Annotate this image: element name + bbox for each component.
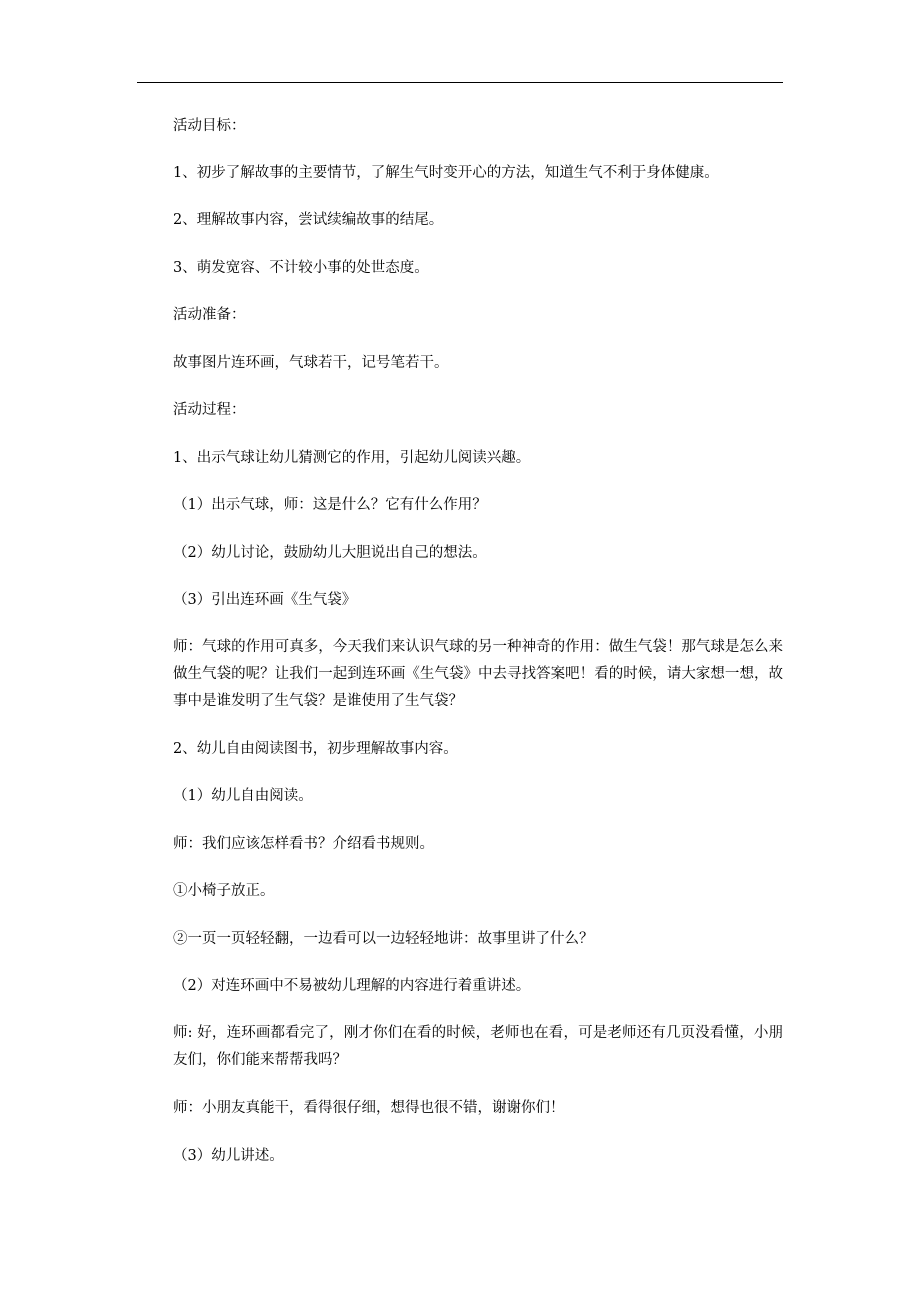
process-step-1-sub-2: （2）幼儿讨论，鼓励幼儿大胆说出自己的想法。 xyxy=(173,545,487,561)
goal-item-1: 1、初步了解故事的主要情节，了解生气时变开心的方法，知道生气不利于身体健康。 xyxy=(173,165,719,181)
heading-activity-prep: 活动准备： xyxy=(173,307,246,323)
process-step-2-sub-1: （1）幼儿自由阅读。 xyxy=(173,788,313,804)
header-rule xyxy=(137,82,783,83)
heading-activity-goals: 活动目标： xyxy=(173,118,246,134)
teacher-help-request: 师: 好，连环画都看完了，刚才你们在看的时候，老师也在看，可是老师还有几页没看懂，小朋友们，你们能来帮帮我吗？ xyxy=(173,1025,783,1068)
teacher-reading-rules: 师：我们应该怎样看书？介绍看书规则。 xyxy=(173,836,434,852)
goal-item-2: 2、理解故事内容，尝试续编故事的结尾。 xyxy=(173,212,444,228)
teacher-praise: 师：小朋友真能干，看得很仔细，想得也很不错，谢谢你们！ xyxy=(173,1100,565,1116)
process-step-2-sub-2: （2）对连环画中不易被幼儿理解的内容进行着重讲述。 xyxy=(173,978,531,994)
process-step-2-sub-3: （3）幼儿讲述。 xyxy=(173,1148,284,1164)
teacher-intro-paragraph: 师：气球的作用可真多，今天我们来认识气球的另一种神奇的作用：做生气袋！那气球是怎么来做生气袋的呢？让我们一起到连环画《生气袋》中去寻找答案吧！看的时候，请大家想一想，故事中是谁发明了生气袋？是谁使用了生气袋？ xyxy=(173,639,783,709)
rule-item-2: ②一页一页轻轻翻，一边看可以一边轻轻地讲：故事里讲了什么？ xyxy=(173,931,594,947)
heading-activity-process: 活动过程： xyxy=(173,402,246,418)
goal-item-3: 3、萌发宽容、不计较小事的处世态度。 xyxy=(173,260,429,276)
process-step-1: 1、出示气球让幼儿猜测它的作用，引起幼儿阅读兴趣。 xyxy=(173,450,531,466)
process-step-2: 2、幼儿自由阅读图书，初步理解故事内容。 xyxy=(173,741,458,757)
prep-text: 故事图片连环画，气球若干，记号笔若干。 xyxy=(173,355,449,371)
process-step-1-sub-3: （3）引出连环画《生气袋》 xyxy=(173,592,357,608)
rule-item-1: ①小椅子放正。 xyxy=(173,883,275,899)
process-step-1-sub-1: （1）出示气球，师：这是什么？它有什么作用？ xyxy=(173,497,487,513)
